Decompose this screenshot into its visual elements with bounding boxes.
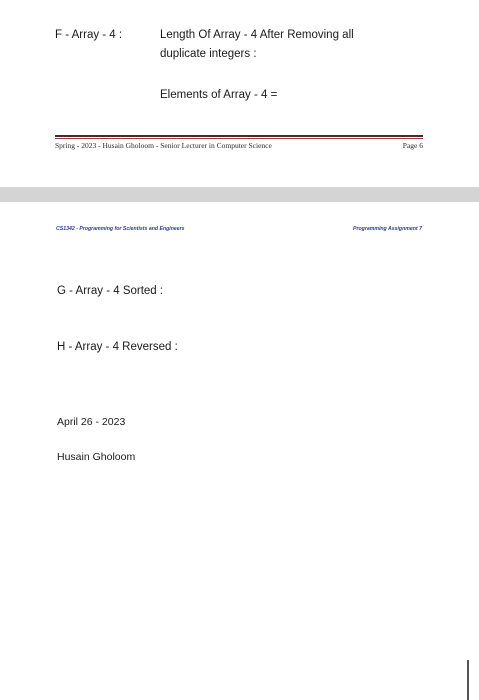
- date: April 26 - 2023: [57, 416, 126, 428]
- item-f-description-line1: Length Of Array - 4 After Removing all: [160, 29, 354, 41]
- item-f-description-line2: duplicate integers :: [160, 48, 257, 60]
- scrollbar[interactable]: [467, 660, 469, 700]
- footer-divider-accent: [55, 138, 423, 139]
- header-course-title: CS1342 - Programming for Scientists and Engineers: [56, 226, 185, 232]
- header-assignment-title: Programming Assignment 7: [353, 226, 422, 232]
- page-number: Page 6: [402, 141, 423, 150]
- page-separator: [0, 187, 479, 202]
- footer-divider: [55, 135, 423, 137]
- footer-text: Spring - 2023 - Husain Gholoom - Senior Lecturer in Computer Science: [55, 141, 272, 150]
- item-g-sorted: G - Array - 4 Sorted :: [57, 285, 164, 297]
- elements-of-array-label: Elements of Array - 4 =: [160, 89, 278, 101]
- author-name: Husain Gholoom: [57, 451, 136, 463]
- item-h-reversed: H - Array - 4 Reversed :: [57, 341, 178, 353]
- item-f-label: F - Array - 4 :: [55, 29, 123, 41]
